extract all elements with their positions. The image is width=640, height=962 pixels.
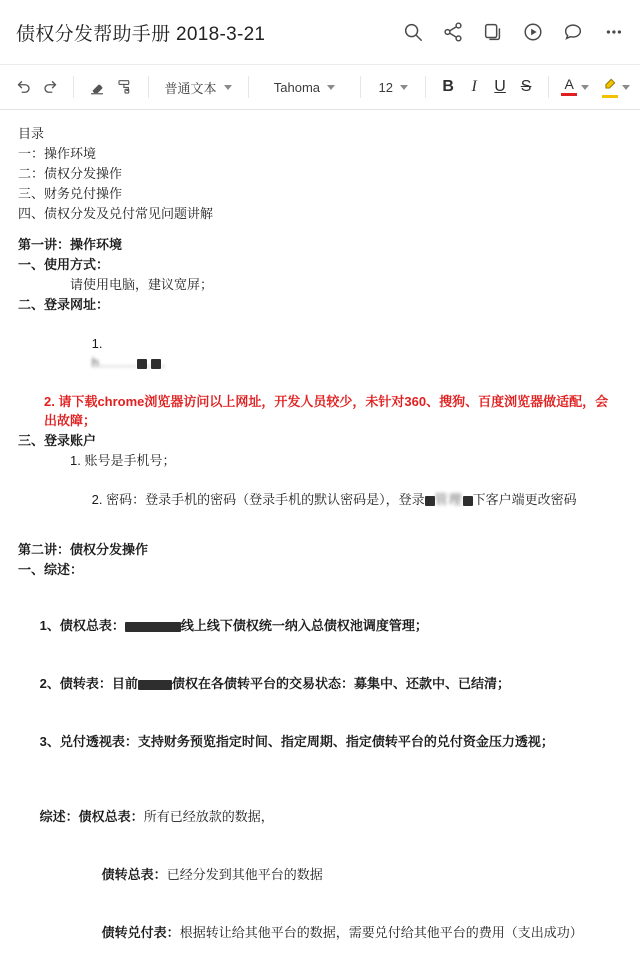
section1-item1-title: 一、使用方式： [18, 257, 110, 272]
section2-heading: 第二讲：债权分发操作 [18, 542, 149, 557]
redo-icon[interactable] [38, 72, 64, 102]
redacted-text: 管理 [434, 492, 463, 507]
section1-item1-body: 请使用电脑，建议宽屏； [70, 277, 214, 292]
toc-item: 三、财务兑付操作 [18, 186, 123, 201]
point-text: 债权在各债转平台的交易状态：募集中、还款中、已结清； [171, 676, 510, 691]
paragraph-style-value: 普通文本 [164, 80, 217, 96]
document-title[interactable]: 债权分发帮助手册 2018-3-21 [16, 23, 266, 45]
point-label: 债转表： [59, 676, 112, 691]
chevron-down-icon [327, 85, 335, 90]
redaction-block [138, 680, 172, 690]
toolbar-divider [248, 76, 249, 98]
section1-item2-title: 二、登录网址： [18, 297, 110, 312]
redaction-block [463, 496, 473, 506]
chevron-down-icon [400, 85, 408, 90]
section2-item1-title: 一、综述： [18, 562, 84, 577]
point-text: 线上线下债权统一纳入总债权池调度管理； [180, 618, 428, 633]
section2-point [18, 713, 620, 770]
chevron-down-icon[interactable] [622, 85, 630, 90]
spacer [18, 771, 620, 782]
toolbar-divider [73, 76, 74, 98]
spacer [18, 580, 620, 591]
redacted-url-text3: . [161, 355, 167, 370]
point-text: 支持财务预览指定时间、指定周期、指定债转平台的兑付资金压力透视； [137, 734, 554, 749]
toc-item: 一：操作环境 [18, 146, 97, 161]
summary-label: 综述：债权总表： [39, 809, 144, 824]
summary-text: 已经分发到其他平台的数据 [166, 867, 323, 882]
more-icon[interactable] [600, 19, 626, 45]
format-painter-icon[interactable] [112, 72, 138, 102]
toolbar-divider [425, 76, 426, 98]
formatting-toolbar [0, 64, 640, 110]
point-text-prefix: 目前 [111, 676, 138, 691]
point-number: 2、 [39, 676, 60, 691]
redaction-block [151, 359, 161, 369]
strikethrough-button[interactable]: S [520, 78, 532, 95]
section2-point [18, 597, 620, 654]
text-color-swatch [561, 93, 577, 96]
summary-label: 债转兑付表： [101, 925, 180, 940]
italic-button[interactable]: I [471, 78, 477, 95]
font-family-select[interactable] [258, 72, 350, 102]
section1-item2-line2: 2. 请下载chrome浏览器访问以上网址，开发人员较少，未针对360、搜狗、百度浏览器做适配，会出故障； [44, 394, 609, 428]
point-number: 1、 [39, 618, 60, 633]
text-color-button[interactable] [559, 73, 580, 101]
section2-summary-line [18, 904, 620, 961]
play-circle-icon[interactable] [520, 19, 546, 45]
redacted-url-text: h........ [91, 355, 137, 370]
summary-text: 所有已经放款的数据， [143, 809, 274, 824]
point-number: 3、 [39, 734, 60, 749]
chevron-down-icon [224, 85, 232, 90]
font-size-value: 12 [378, 79, 393, 95]
spacer [18, 224, 620, 235]
section2-summary-line [18, 846, 620, 903]
redaction-block [425, 496, 435, 506]
section1-item3-line2-prefix: 2. 密码：登录手机的密码（登录手机的默认密码是），登录 [91, 492, 425, 507]
section1-item2-line1 [18, 315, 620, 391]
text-color-label: A [564, 76, 574, 92]
section1-item2-line1-prefix: 1. [91, 336, 103, 351]
toc-item: 二：债权分发操作 [18, 166, 123, 181]
highlight-icon [603, 77, 617, 93]
eraser-icon[interactable] [84, 72, 110, 102]
toolbar-divider [360, 76, 361, 98]
toolbar-divider [148, 76, 149, 98]
title-bar-actions [400, 19, 626, 45]
section1-item3-line2-suffix: 下客户端更改密码 [472, 492, 577, 507]
title-bar [0, 0, 640, 64]
document-canvas[interactable] [0, 110, 640, 962]
toolbar-divider [548, 76, 549, 98]
underline-button[interactable]: U [494, 78, 506, 95]
copy-icon[interactable] [480, 19, 506, 45]
search-icon[interactable] [400, 19, 426, 45]
toc-item: 四、债权分发及兑付常见问题讲解 [18, 206, 214, 221]
section1-item3-title: 三、登录账户 [18, 433, 97, 448]
share-icon[interactable] [440, 19, 466, 45]
point-label: 兑付透视表： [59, 734, 138, 749]
highlight-color-button[interactable] [599, 73, 620, 101]
chevron-down-icon[interactable] [581, 85, 589, 90]
highlight-color-swatch [602, 95, 618, 98]
summary-text: 根据转让给其他平台的数据，需要兑付给其他平台的费用（支出成功） [179, 925, 583, 940]
toc-heading: 目录 [18, 126, 45, 141]
section2-point [18, 655, 620, 712]
font-size-select[interactable] [371, 72, 415, 102]
section1-item3-line2 [18, 471, 620, 528]
redaction-block [137, 359, 147, 369]
paragraph-style-select[interactable] [159, 72, 238, 102]
undo-icon[interactable] [10, 72, 36, 102]
section1-heading: 第一讲：操作环境 [18, 237, 123, 252]
font-family-value: Tahoma [273, 79, 321, 95]
section1-item3-line1: 1. 账号是手机号； [70, 453, 176, 468]
section2-summary-line [18, 788, 620, 845]
summary-label: 债转总表： [101, 867, 167, 882]
spacer [18, 529, 620, 540]
comment-icon[interactable] [560, 19, 586, 45]
redacted-url-text2: . [146, 355, 152, 370]
redaction-block [125, 622, 181, 632]
point-label: 债权总表： [59, 618, 125, 633]
bold-button[interactable]: B [442, 78, 454, 95]
